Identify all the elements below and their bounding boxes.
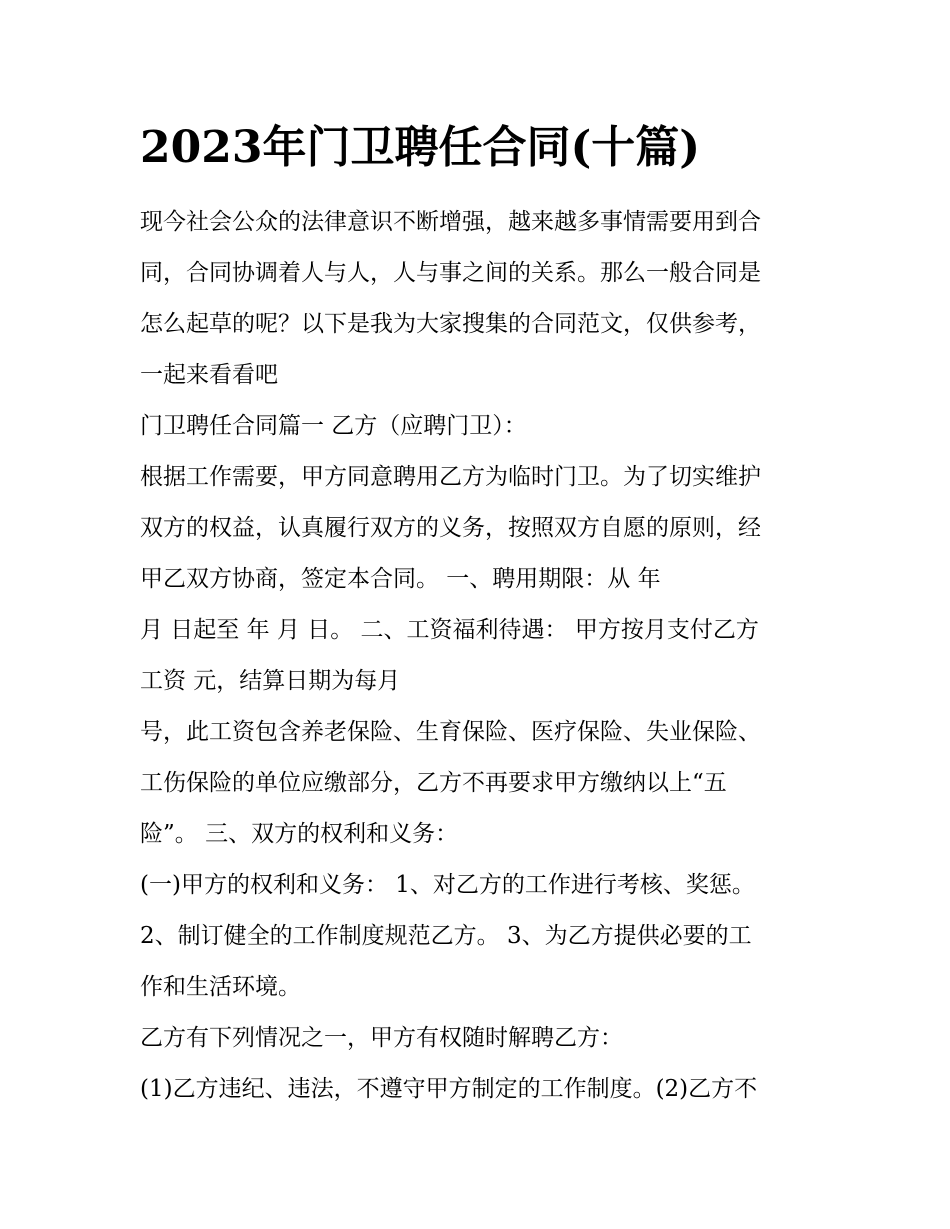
body-line: 号，此工资包含养老保险、生育保险、医疗保险、失业保险、: [140, 719, 761, 745]
body-line: (1)乙方违纪、违法，不遵守甲方制定的工作制度。(2)乙方不: [140, 1076, 758, 1102]
section-heading-line: 门卫聘任合同篇一 乙方（应聘门卫）：: [140, 413, 527, 439]
document-title: 2023年门卫聘任合同(十篇): [140, 122, 701, 173]
body-line: 一起来看看吧: [140, 362, 278, 388]
body-line: 工资 元，结算日期为每月: [140, 668, 401, 694]
body-line: 作和生活环境。: [140, 974, 301, 1000]
body-line: (一)甲方的权利和义务： 1、对乙方的工作进行考核、奖惩。: [140, 872, 755, 898]
body-line: 乙方有下列情况之一，甲方有权随时解聘乙方：: [140, 1025, 623, 1051]
body-line: 同，合同协调着人与人，人与事之间的关系。那么一般合同是: [140, 260, 761, 286]
body-line: 工伤保险的单位应缴部分，乙方不再要求甲方缴纳以上“五: [140, 770, 727, 796]
body-line: 险”。 三、双方的权利和义务：: [140, 821, 459, 847]
body-line: 甲乙双方协商，签定本合同。 一、聘用期限：从 年: [140, 566, 661, 592]
body-line: 月 日起至 年 月 日。 二、工资福利待遇： 甲方按月支付乙方: [140, 617, 759, 643]
body-line: 2、制订健全的工作制度规范乙方。 3、为乙方提供必要的工: [140, 923, 752, 949]
document-body: [140, 197, 830, 1115]
body-line: 双方的权益，认真履行双方的义务，按照双方自愿的原则，经: [140, 515, 761, 541]
body-line: 怎么起草的呢？以下是我为大家搜集的合同范文，仅供参考，: [140, 311, 761, 337]
body-line: 现今社会公众的法律意识不断增强，越来越多事情需要用到合: [140, 209, 761, 235]
body-line: 根据工作需要，甲方同意聘用乙方为临时门卫。为了切实维护: [140, 464, 761, 490]
